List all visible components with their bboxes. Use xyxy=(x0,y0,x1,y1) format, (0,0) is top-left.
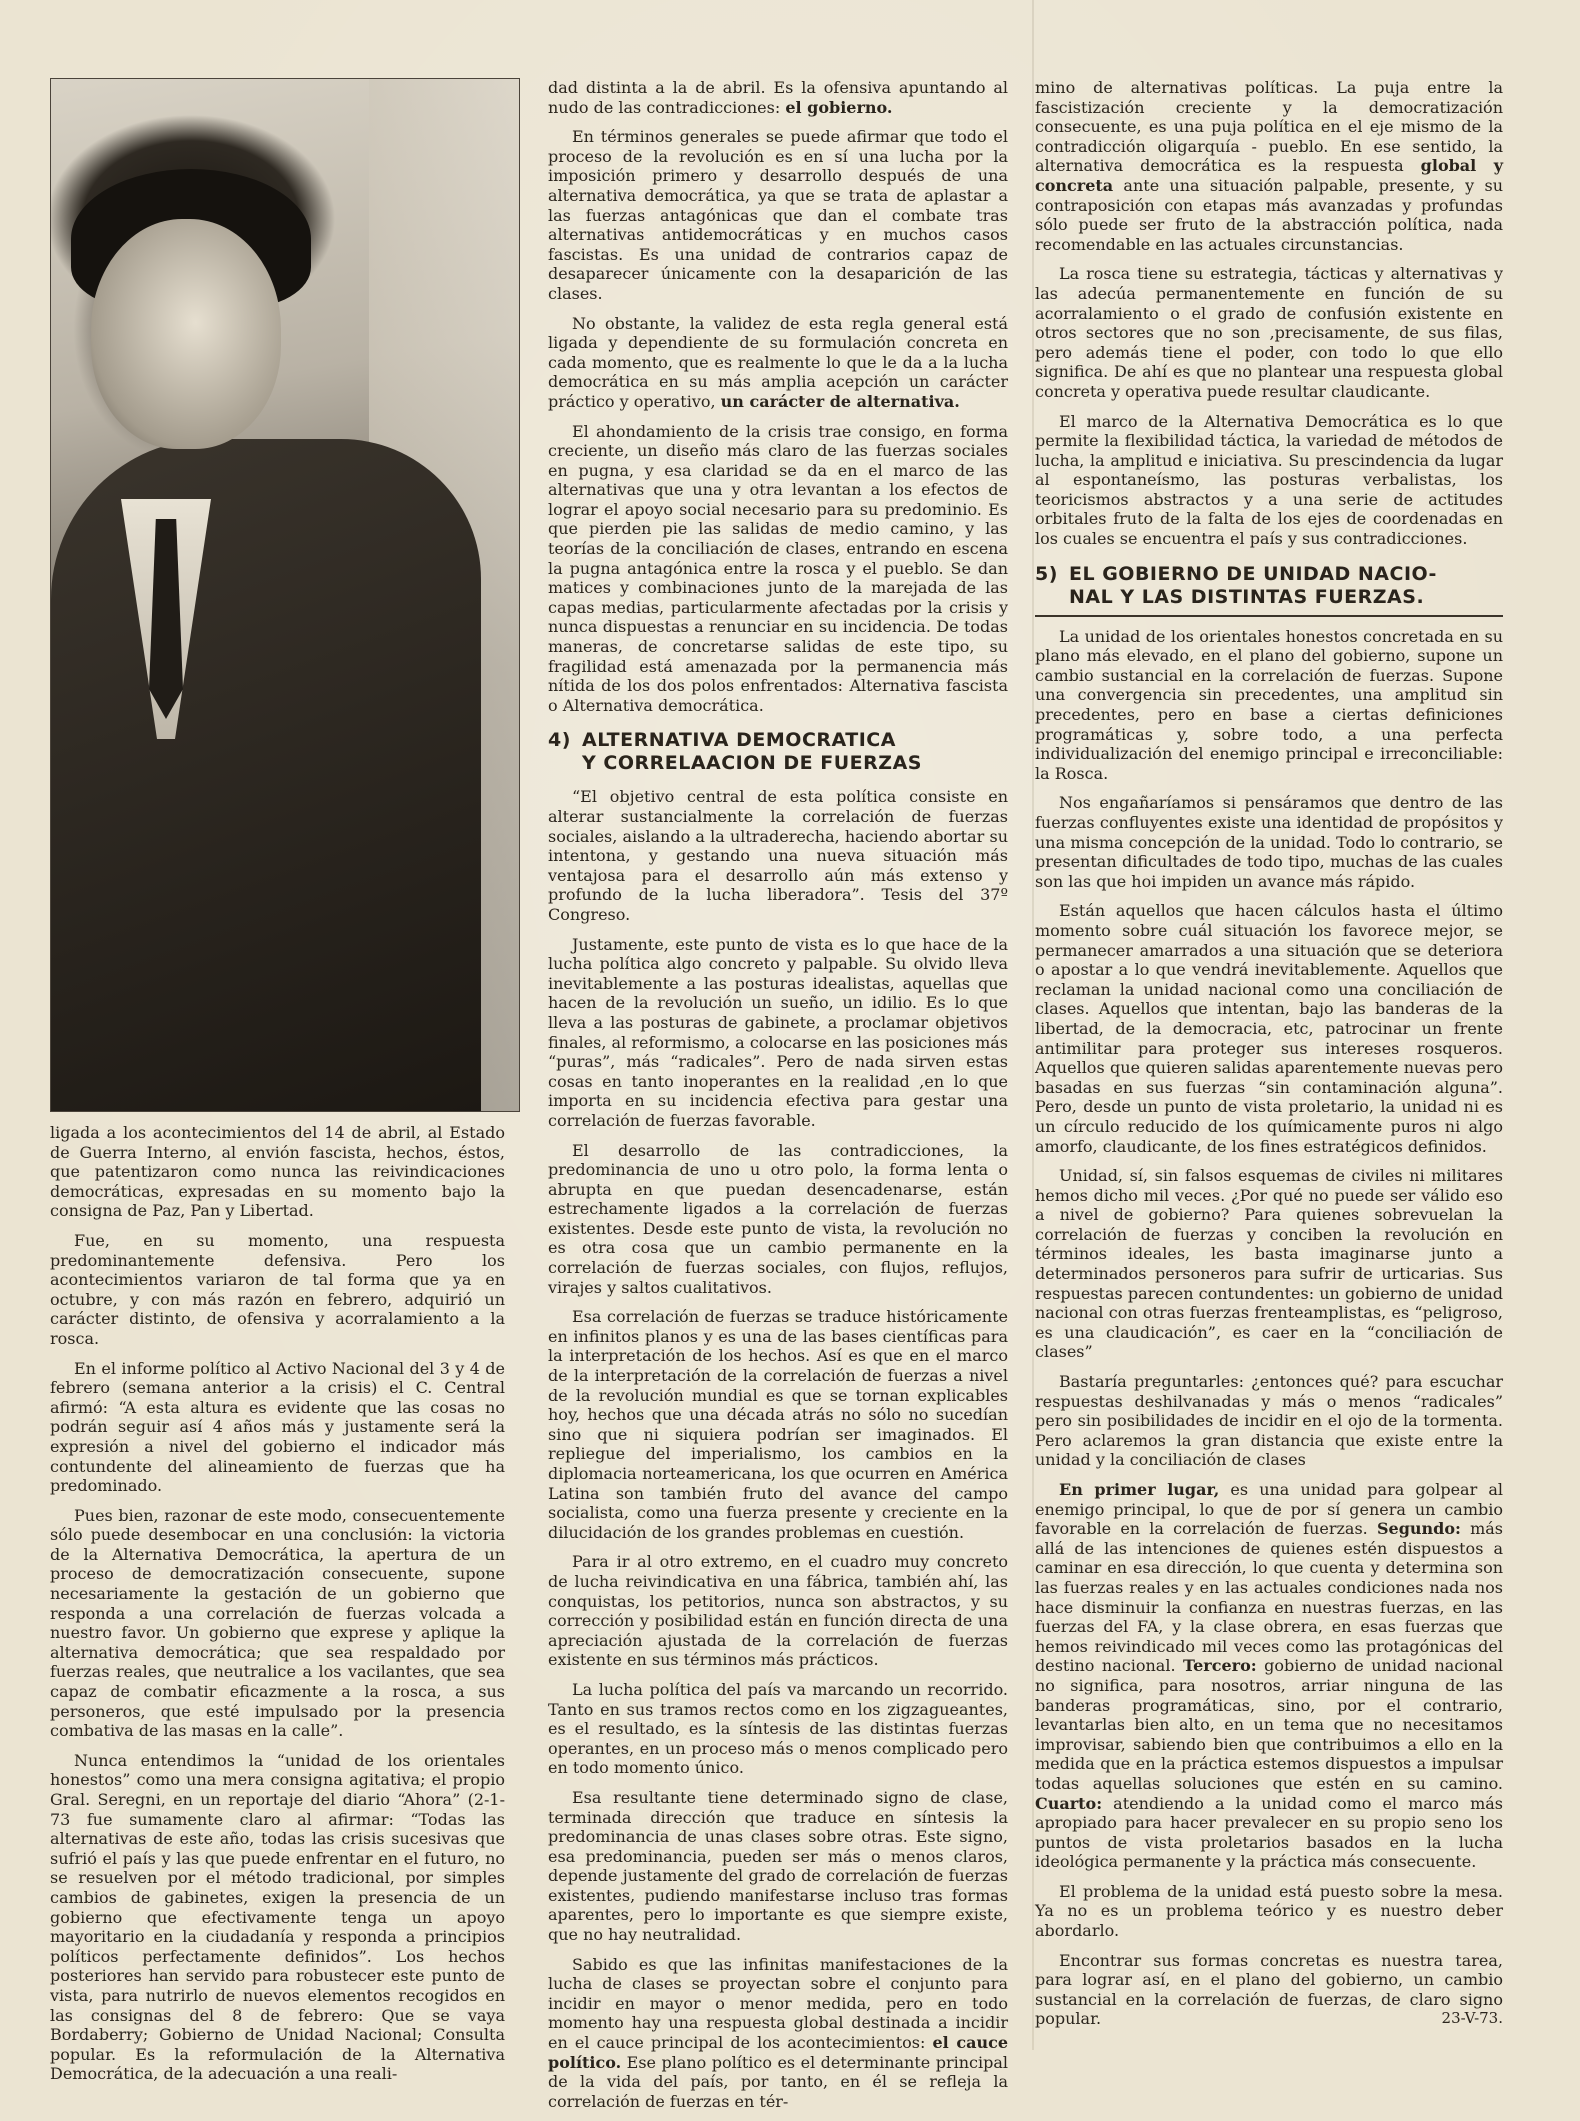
col2-paragraph: “El objetivo central de esta política consiste en alterar sustancialmente la correlación de fuerzas sociales, aislando a la ultraderecha, haciendo abortar su intentona, y gestando una nueva situación más ventajosa para el desarrollo aún más extenso y profundo de la lucha liberadora”. Tesis del 37º Congreso. xyxy=(548,787,1008,924)
col2-paragraph: Para ir al otro extremo, en el cuadro muy concreto de lucha reivindicativa en una fábrica, también ahí, las conquistas, los petitorios, nunca son abstractos, y su corrección y posibilidad están en función directa de una apreciación ajustada de la correlación de fuerzas existente en sus términos más prácticos. xyxy=(548,1552,1008,1670)
col1-paragraph: En el informe político al Activo Nacional del 3 y 4 de febrero (semana anterior a la crisis) el C. Central afirmó: “A esta altura es evidente que las cosas no podrán seguir así 4 años más y justamente será la expresión a nivel del gobierno el indicador más contundente del alineamiento de fuerzas que ha predominado. xyxy=(50,1358,505,1496)
bold-run: En primer lugar, xyxy=(1059,1480,1220,1499)
bold-run: un carácter de alternativa. xyxy=(720,391,960,411)
bold-run: Segundo: xyxy=(1376,1519,1461,1539)
col3-paragraph xyxy=(1035,1951,1503,2029)
col3-paragraph: La rosca tiene su estrategia, tácticas y alternativas y las adecúa permanentemente en función de su acorralamiento o el grado de confusión existente en otros sectores que no son ,precisamente, de sus filas, pero además tiene el poder, con todo lo que ello significa. De ahí es que no plantear una respuesta global concreta y operativa puede resultar claudicante. xyxy=(1035,264,1503,401)
section-title-line: ALTERNATIVA DEMOCRATICA xyxy=(582,729,896,752)
text-run: Encontrar sus formas concretas es nuestra tarea, para lograr así, en el plano del gobierno, un cambio sustancial en la correlación de fuerzas, de claro signo popular. xyxy=(1035,1950,1503,2029)
col1-paragraph: Pues bien, razonar de este modo, consecuentemente sólo puede desembocar en una conclusión: la victoria de la Alternativa Democrática, la apertura de un proceso de democratización consecuente, supone necesariamente la gestación de un gobierno que responda a una correlación de fuerzas volcada a nuestro favor. Un gobierno que exprese y aplique la alternativa democrática; que sea respaldado por fuerzas reales, que neutralice a los vacilantes, que sea capaz de combatir eficazmente a la rosca, a sus personeros, que esté impulsado por la presencia combativa de las masas en la calle”. xyxy=(50,1505,505,1741)
column-3 xyxy=(1035,78,1503,2039)
text-run: No obstante, la validez de esta regla general está ligada y dependiente de su formulación concreta en cada momento, que es realmente lo que le da a la lucha democrática en su más amplia acepción un carácter práctico y operativo, xyxy=(548,313,1008,411)
bold-run: el cauce político. xyxy=(548,2033,1009,2072)
heading-rule xyxy=(1035,615,1503,617)
section-heading-5 xyxy=(1035,563,1503,609)
section-title-line: EL GOBIERNO DE UNIDAD NACIO- xyxy=(1069,562,1437,585)
text-run: gobierno de unidad nacional no significa, para nosotros, arriar ninguna de las banderas programáticas, sino, por el contrario, levantarlas bien alto, en un tema que no necesitamos improvisar, sabiendo bien que contribuimos a ello en la medida que en la práctica estemos dispuestos a impulsar todas aquellas soluciones que estén en su camino. xyxy=(1035,1656,1503,1793)
col3-paragraph xyxy=(1035,78,1503,254)
col1-paragraph: ligada a los acontecimientos del 14 de abril, al Estado de Guerra Interno, al envión fascista, hechos, éstos, que patentizaron como nunca las reivindicaciones democráticas, expresadas en su momento bajo la consigna de Paz, Pan y Libertad. xyxy=(50,1123,505,1221)
section-number: 5) xyxy=(1035,562,1058,585)
column-1 xyxy=(50,1123,505,2094)
text-run: más allá de las intenciones de quienes estén dispuestos a caminar en esa dirección, lo que cuenta y determina son las fuerzas reales y en las actuales condiciones nada nos hace disminuir la confianza en nuestras fuerzas, en las fuerzas del FA, y la clase obrera, en esas fuerzas que hemos reivindicado mil veces como las protagónicas del destino nacional. xyxy=(1035,1519,1503,1676)
col3-paragraph: Unidad, sí, sin falsos esquemas de civiles ni militares hemos dicho mil veces. ¿Por qué no puede ser válido eso a nivel de gobierno? Para quienes sobrevuelan la correlación de fuerzas y conciben la revolución en términos ideales, les basta imaginarse junto a determinados personeros para sufrir de urticarias. Sus respuestas parecen contundentes: un gobierno de unidad nacional con otras fuerzas frenteamplistas, es “peligroso, es una claudicación”, es caer en la “conciliación de clases” xyxy=(1035,1166,1503,1362)
col2-paragraph: Justamente, este punto de vista es lo que hace de la lucha política algo concreto y palpable. Su olvido lleva inevitablemente a las posturas idealistas, aquellas que hacen de la revolución un sueño, un idilio. Es lo que lleva a las posturas de gabinete, a proclamar objetivos finales, al reformismo, a colocarse en las posiciones más “puras”, más “radicales”. Pero de nada sirven estas cosas en tanto inoperantes en la realidad ,en lo que importa en su incidencia efectiva para gestar una correlación de fuerzas favorable. xyxy=(548,934,1008,1130)
article-date: 23-V-73. xyxy=(1441,2009,1503,2028)
text-run: Ese plano político es el determinante principal de la vida del país, por tanto, en él se refleja la correlación de fuerzas en tér- xyxy=(548,2052,1008,2111)
photo-suit xyxy=(51,439,481,1112)
column-2 xyxy=(548,78,1008,2121)
col2-paragraph: Esa correlación de fuerzas se traduce históricamente en infinitos planos y es una de las bases científicas para la interpretación de los hechos. Así es que en el marco de la interpretación de la correlación de fuerzas a nivel de la revolución mundial es que se tornan explicables hoy, hechos que una década atrás no sólo no sucedían sino que ni siquiera podrían ser imaginados. El repliegue del imperialismo, los cambios en la diplomacia norteamericana, los que ocurren en América Latina son también fruto del avance del campo socialista, como una fuerza presente y creciente en la dilucidación de los grandes problemas en cuestión. xyxy=(548,1307,1008,1542)
text-run: ante una situación palpable, presente, y su contraposición con etapas más avanzadas y profundas sólo puede ser fruto de la abstracción política, nada recomendable en las actuales circunstancias. xyxy=(1035,175,1503,254)
section-title-line: Y CORRELAACION DE FUERZAS xyxy=(582,752,922,775)
photo-face xyxy=(91,219,281,449)
section-heading-4 xyxy=(548,729,1008,775)
bold-run: el gobierno. xyxy=(785,97,893,117)
col2-paragraph: Esa resultante tiene determinado signo de clase, terminada dirección que traduce en síntesis la predominancia de unas clases sobre otras. Este signo, esa predominancia, pueden ser más o menos claros, depende justamente del grado de correlación de fuerzas existentes, pudiendo manifestarse incluso tras formas aparentes, pero lo importante es que siempre existe, que no hay neutralidad. xyxy=(548,1787,1008,1945)
text-run: Sabido es que las infinitas manifestaciones de la lucha de clases se proyectan sobre el conjunto para incidir en mayor o menor medida, pero en todo momento hay una respuesta global destinada a incidir en el cauce principal de los acontecimientos: xyxy=(548,1954,1008,2053)
bold-run: Cuarto: xyxy=(1035,1793,1103,1813)
col3-paragraph: Bastaría preguntarles: ¿entonces qué? para escuchar respuestas deshilvanadas y más o menos “radicales” pero sin posibilidades de incidir en el ojo de la tormenta. Pero aclaremos la gran distancia que existe entre la unidad y la conciliación de clases xyxy=(1035,1372,1503,1470)
section-number: 4) xyxy=(548,729,571,752)
col2-paragraph: El ahondamiento de la crisis trae consigo, en forma creciente, un diseño más claro de las fuerzas sociales en pugna, y esa claridad se da en el marco de las alternativas que una y otra levantan a los efectos de lograr el apoyo social necesario para su predominio. Es que pierden pie las salidas de medio camino, y las teorías de la conciliación de clases, entrando en escena la pugna antagónica entre la rosca y el pueblo. Se dan matices y combinaciones junto de la marejada de las capas medias, particularmente afectadas por la crisis y nunca dispuestas a renunciar en su incidencia. De todas maneras, de concretarse salidas de este tipo, su fragilidad está amenazada por la permanencia más nítida de los dos polos enfrentados: Alternativa fascista o Alternativa democrática. xyxy=(548,421,1008,715)
col2-paragraph: El desarrollo de las contradicciones, la predominancia de uno u otro polo, la forma lenta o abrupta en que puedan desencadenarse, están estrechamente ligados a la correlación de fuerzas existentes. Desde este punto de vista, la revolución no es otra cosa que un cambio permanente en la correlación de fuerzas sociales, con flujos, reflujos, virajes y saltos cualitativos. xyxy=(548,1140,1008,1297)
portrait-photo xyxy=(50,78,520,1112)
bold-run: Tercero: xyxy=(1183,1656,1257,1676)
col3-paragraph: Están aquellos que hacen cálculos hasta el último momento sobre cuál situación los favorece mejor, se permanecer amarrados a una situación que se deteriora o apostar a lo que vendrá inevitablemente. Aquellos que reclaman la unidad nacional como una conciliación de clases. Aquellos que intentan, bajo las banderas de la libertad, de la democracia, etc, patrocinar un frente antimilitar para proteger sus intereses rosqueros. Aquellos que quieren salidas aparentemente nuevas pero basadas en sus fuerzas “sin contaminación alguna”. Pero, desde un punto de vista proletario, la unidad ni es un círculo reducido de los químicamente puros ni algo amorfo, claudicante, de los fines estratégicos definidos. xyxy=(1035,901,1503,1156)
col2-paragraph xyxy=(548,1955,1008,2112)
text-run: dad distinta a la de abril. Es la ofensiva apuntando al nudo de las contradicciones: xyxy=(548,78,1008,117)
col3-paragraph: El problema de la unidad está puesto sobre la mesa. Ya no es un problema teórico y es nuestro deber abordarlo. xyxy=(1035,1881,1503,1941)
col2-paragraph xyxy=(548,314,1008,412)
col1-paragraph: Fue, en su momento, una respuesta predominantemente defensiva. Pero los acontecimientos variaron de tal forma que ya en octubre, y con más razón en febrero, adquirió un carácter distinto, de ofensiva y acorralamiento a la rosca. xyxy=(50,1230,505,1348)
col2-paragraph: La lucha política del país va marcando un recorrido. Tanto en sus tramos rectos como en los zigzagueantes, es el resultado, es la síntesis de las distintas fuerzas operantes, en un proceso más o menos complicado pero en todo momento único. xyxy=(548,1679,1008,1778)
bold-run: global y concreta xyxy=(1035,156,1504,195)
section-title-line: NAL Y LAS DISTINTAS FUERZAS. xyxy=(1069,585,1425,608)
col2-paragraph xyxy=(548,78,1008,117)
page-fold xyxy=(1032,0,1034,2050)
col3-paragraph: El marco de la Alternativa Democrática es lo que permite la flexibilidad táctica, la variedad de métodos de lucha, la amplitud e iniciativa. Su prescindencia da lugar al espontaneísmo, las posturas verbalistas, los teoricismos abstractos y a una serie de actitudes orbitales fruto de la falta de los ejes de coordenadas en los cuales se encuentra el país y sus contradicciones. xyxy=(1035,411,1503,549)
col3-paragraph: La unidad de los orientales honestos concretada en su plano más elevado, en el plano del gobierno, supone un cambio sustancial en la correlación de fuerzas. Supone una convergencia sin precedentes, una amplitud sin precedentes, pero en base a ciertas definiciones programáticas y, sobre todo, a una perfecta individualización del enemigo principal e irreconciliable: la Rosca. xyxy=(1035,626,1503,783)
text-run: atendiendo a la unidad como el marco más apropiado para hacer prevalecer en su propio seno los puntos de vista proletarios basados en la lucha ideológica permanente y la práctica más consecuente. xyxy=(1035,1793,1503,1872)
text-run: mino de alternativas políticas. La puja entre la fascistización creciente y la democratización consecuente, es una puja política en el eje mismo de la contradicción oligarquía - pueblo. En ese sentido, la alternativa democrática es la respuesta xyxy=(1035,78,1503,176)
col1-paragraph: Nunca entendimos la “unidad de los orientales honestos” como una mera consigna agitativa; el propio Gral. Seregni, en un reportaje del diario “Ahora” (2-1-73 fue sumamente claro al afirmar: “Todas las alternativas de este año, todas las crisis sucesivas que sufrió el país y las que puede enfrentar en el futuro, no se resuelven por el método tradicional, por simples cambios de gabinetes, exigen la presencia de un gobierno que efectivamente tenga un apoyo mayoritario en la ciudadanía y responda a principios políticos perfectamente definidos”. Los hechos posteriores han servido para robustecer este punto de vista, para nutrirlo de nuevos elementos recogidos en las consignas del 8 de febrero: Que se vaya Bordaberry; Gobierno de Unidad Nacional; Consulta popular. Es la reformulación de la Alternativa Democrática, de la adecuación a una reali- xyxy=(50,1750,505,2084)
text-run: es una unidad para golpear al enemigo principal, lo que de por sí genera un cambio favorable en la correlación de fuerzas. xyxy=(1035,1480,1503,1539)
col3-paragraph xyxy=(1035,1480,1503,1872)
col3-paragraph: Nos engañaríamos si pensáramos que dentro de las fuerzas confluyentes existe una identidad de propósitos y una misma concepción de la unidad. Todo lo contrario, se presentan dificultades de todo tipo, muchas de las cuales son las que hoi impiden un avance más rápido. xyxy=(1035,793,1503,891)
col2-paragraph: En términos generales se puede afirmar que todo el proceso de la revolución es en sí una lucha por la imposición primero y desarrollo después de una alternativa democrática, ya que se trata de aplastar a las fuerzas antagónicas que dan el combate tras alternativas antidemocráticas y en muchos casos fascistas. Es una unidad de contrarios capaz de desaparecer únicamente con la desaparición de las clases. xyxy=(548,127,1008,303)
